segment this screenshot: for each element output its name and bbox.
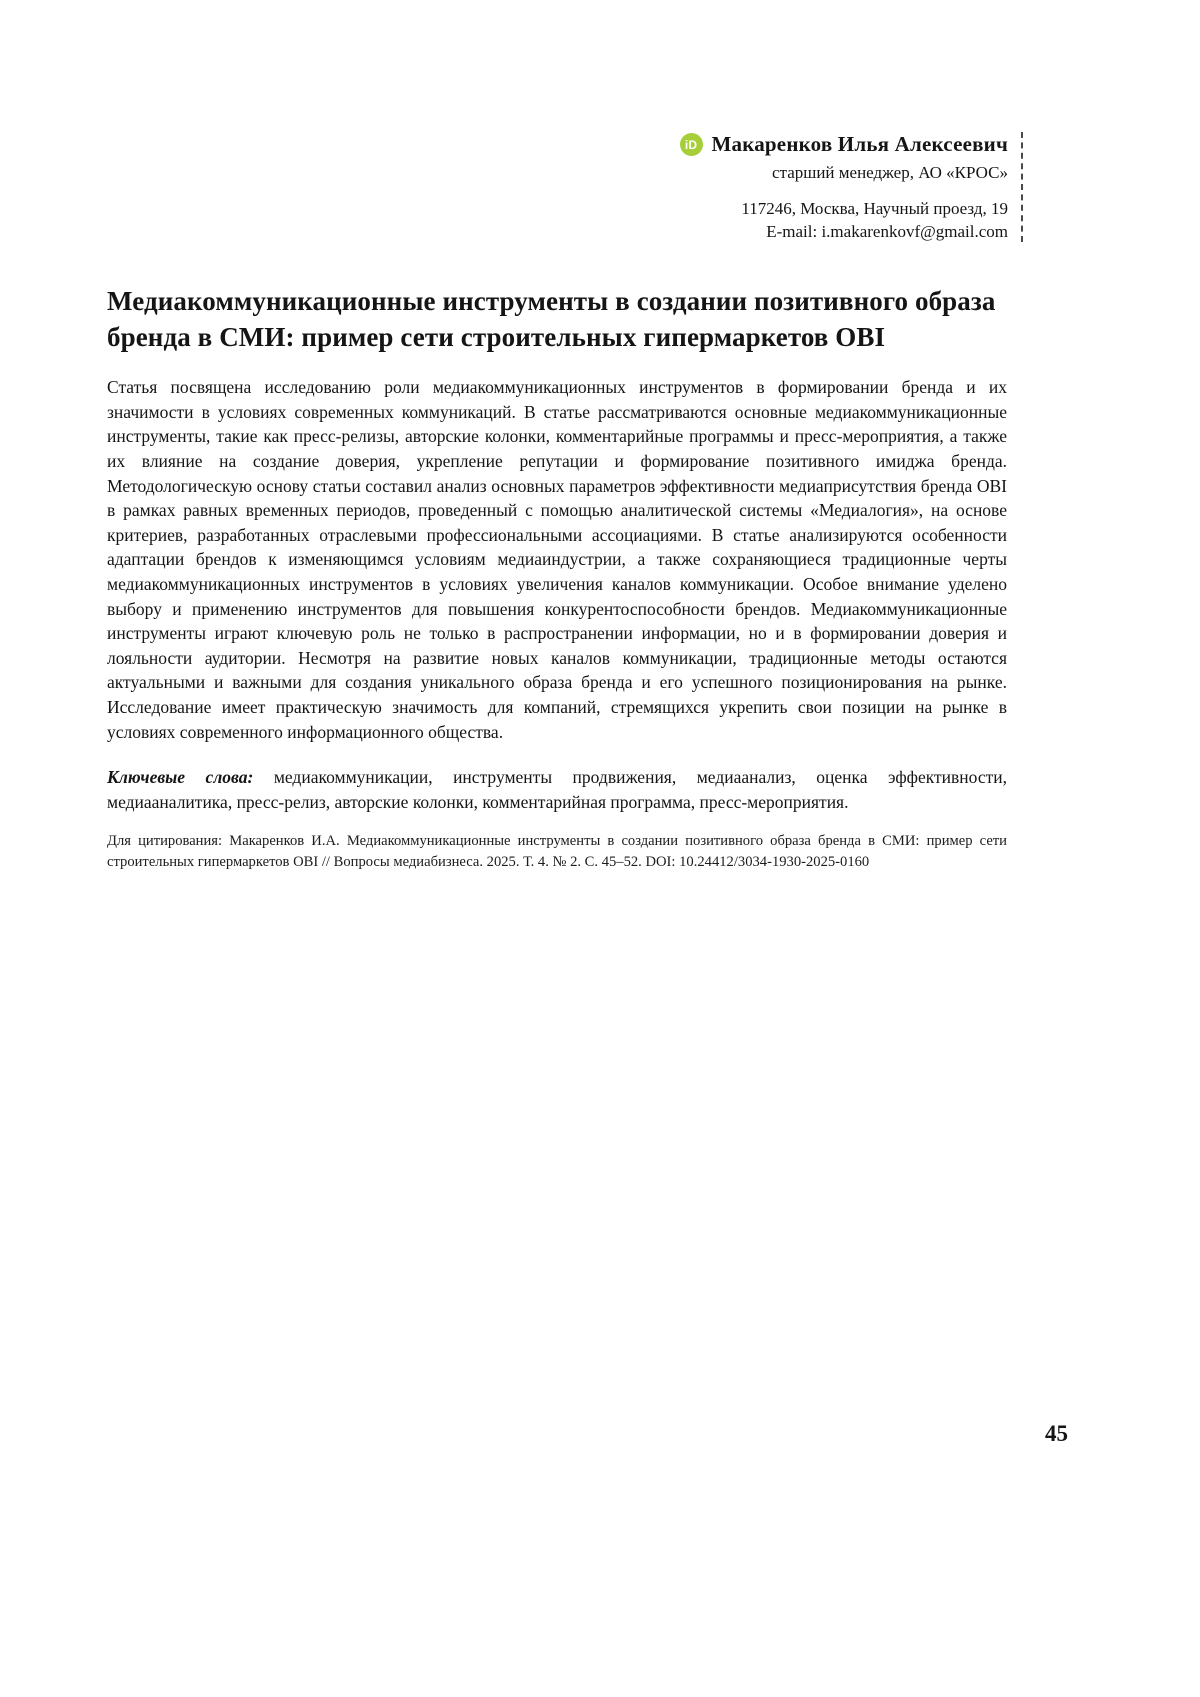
author-block-divider xyxy=(1021,132,1023,242)
orcid-icon[interactable]: iD xyxy=(680,133,703,156)
author-info xyxy=(680,132,1008,242)
keywords-text: медиакоммуникации, инструменты продвижения, медиаанализ, оценка эффективности, медиааналитика, пресс-релиз, авторские колонки, комментарийная программа, пресс-мероприятия. xyxy=(107,767,1008,812)
author-name-row xyxy=(680,132,1008,157)
citation-label: Для цитирования: xyxy=(107,833,223,850)
author-affiliation: старший менеджер, АО «КРОС» xyxy=(772,163,1008,182)
citation-text: Макаренков И.А. Медиакоммуникационные инструменты в создании позитивного образа бренда в СМИ: пример сети строительных гипермаркетов OBI // Вопросы медиабизнеса. 2025. Т. 4. № 2. С. 45–52. DOI: 10.24412/3034-1930-2025-0160 xyxy=(107,833,1007,870)
abstract-text: Статья посвящена исследованию роли медиакоммуникационных инструментов в формировании бренда и их значимости в условиях современных коммуникаций. В статье рассматриваются основные медиакоммуникационные инструменты, такие как пресс-релизы, авторские колонки, комментарийные программы и пресс-мероприятия, а также их влияние на создание доверия, укрепление репутации и формирование позитивного имиджа бренда. Методологическую основу статьи составил анализ основных параметров эффективности медиаприсутствия бренда OBI в рамках равных временных периодов, проведенный с помощью аналитической системы «Медиалогия», на основе критериев, разработанных отраслевыми профессиональными ассоциациями. В статье анализируются особенности адаптации брендов к изменяющимся условиям медиаиндустрии, а также сохраняющиеся традиционные черты медиакоммуникационных инструментов в условиях увеличения каналов коммуникации. Особое внимание уделено выбору и применению инструментов для повышения конкурентоспособности брендов. Медиакоммуникационные инструменты играют ключевую роль не только в распространении информации, но и в формировании доверия и лояльности аудитории. Несмотря на развитие новых каналов коммуникации, традиционные методы остаются актуальными и важными для создания уникального образа бренда и его успешного позиционирования на рынке. Исследование имеет практическую значимость для компаний, стремящихся укрепить свои позиции на рынке в условиях современного информационного общества. xyxy=(107,377,1007,742)
citation-block xyxy=(107,831,1007,872)
keywords-block xyxy=(107,765,1007,814)
author-address: 117246, Москва, Научный проезд, 19 xyxy=(741,199,1008,218)
page-number: 45 xyxy=(1045,1421,1068,1446)
author-email[interactable]: E-mail: i.makarenkovf@gmail.com xyxy=(766,222,1008,241)
author-block xyxy=(107,132,1023,242)
author-name: Макаренков Илья Алексеевич xyxy=(711,132,1008,156)
article-title: Медиакоммуникационные инструменты в создании позитивного образа бренда в СМИ: пример сети строительных гипермаркетов OBI xyxy=(107,286,996,352)
page-content xyxy=(107,132,1007,872)
keywords-label: Ключевые слова: xyxy=(107,767,254,788)
